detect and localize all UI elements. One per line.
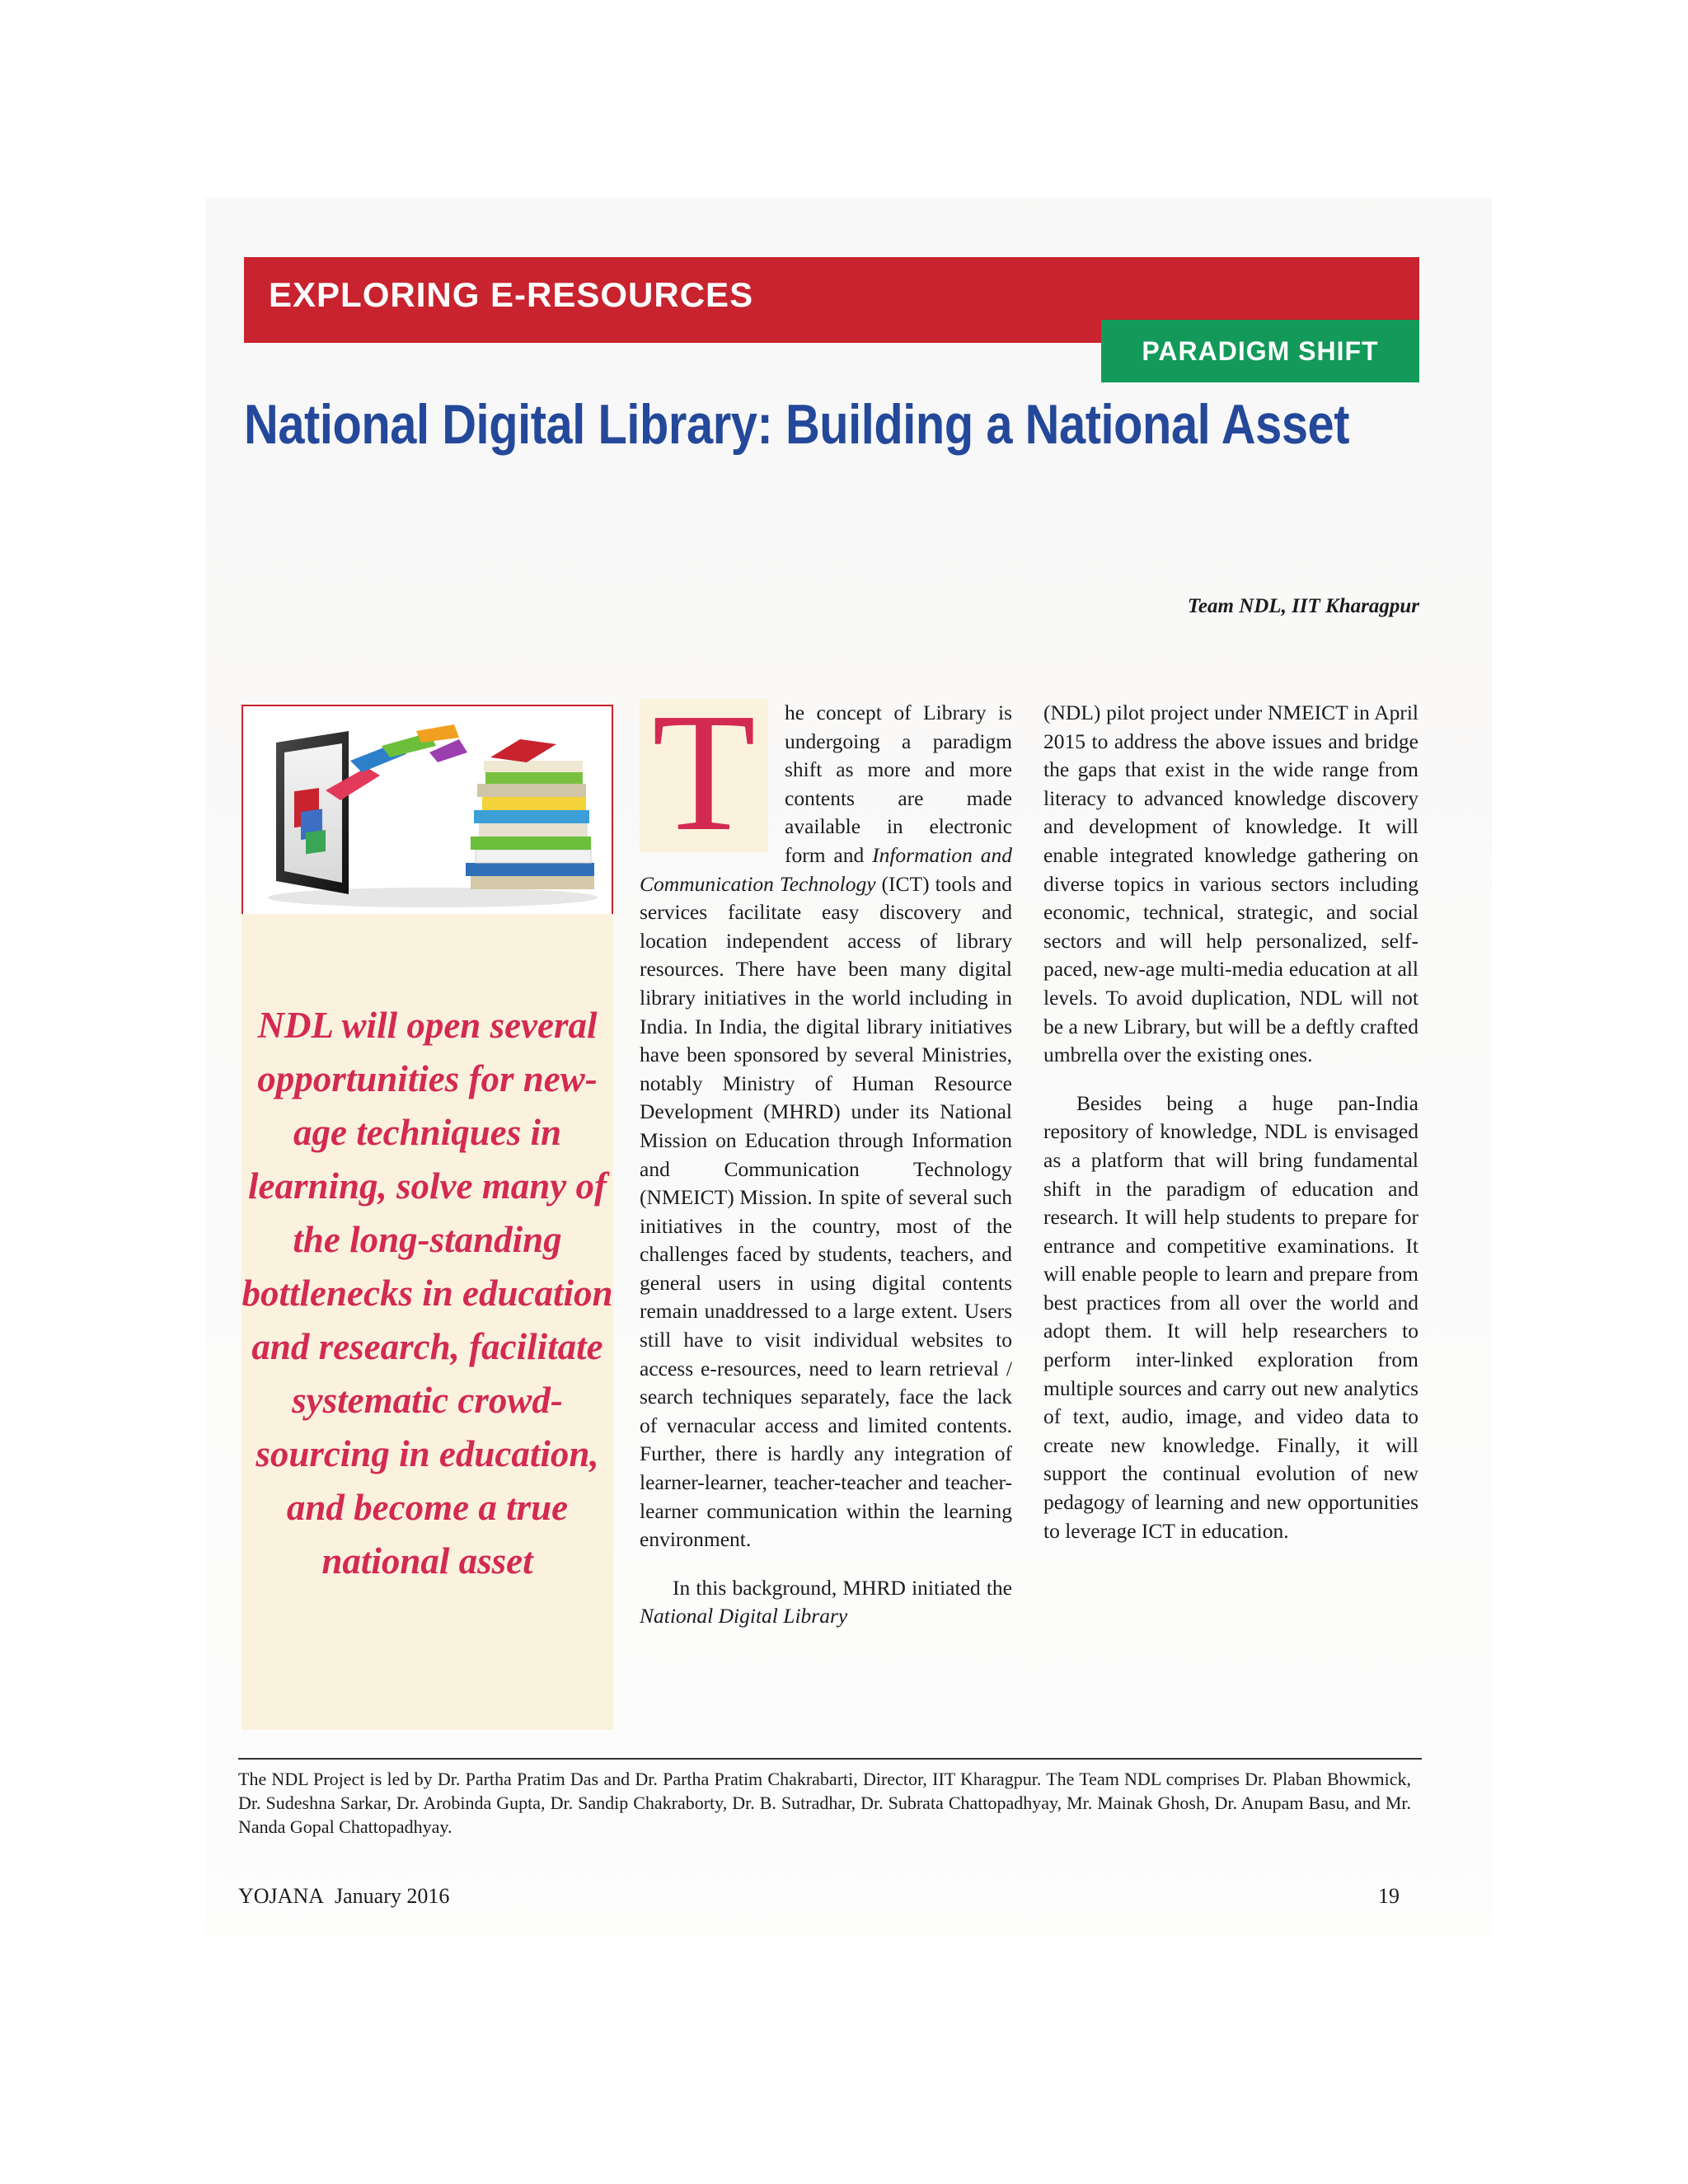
body-paragraph-2-start: In this background, MHRD initiated the: [673, 1575, 1012, 1600]
drop-cap-panel: [640, 677, 768, 866]
body-paragraph-1-italic: Information and Communication Technology: [640, 842, 1013, 896]
body-paragraph-2-italic: National Digital Library: [640, 1604, 848, 1629]
body-paragraph-1-rest: (ICT) tools and services facilitate easy discovery and location independent access of library resources. There have been many digital library initiatives in the world including in India. In India, the digital library initiatives have been sponsored by several Ministries, notably Ministry of Human Resource Development (MHRD) under its National Mission on Education through Information and Communication Technology (NMEICT) Mission. In spite of several such initiatives in the country, most of the challenges faced by students, teachers, and general users in using digital contents remain unaddressed to a large extent. Users still have to visit individual websites to access e-resources, need to learn retrieval / search techniques separately, face the lack of vernacular access and limited contents. Further, there is hardly any integration of learner-learner, teacher-teacher and teacher-learner communication within the learning environment.: [640, 871, 1012, 1552]
page-footer-publication: [238, 1884, 449, 1909]
paradigm-shift-tag: PARADIGM SHIFT: [1101, 320, 1419, 382]
tablet-icon: [276, 731, 349, 894]
body-paragraph-4: Besides being a huge pan-India repository of knowledge, NDL is envisaged as a platform that will bring fundamental shift in the paradigm of education and research. It will help students to prepare for entrance and competitive examinations. It will enable people to learn and prepare from best practices from all over the world and adopt them. It will help researchers to perform inter-linked exploration from multiple sources and carry out new analytics of text, audio, image, and video data to create new knowledge. Finally, it will support the continual evolution of new pedagogy of learning and new opportunities to leverage ICT in education.: [1043, 1090, 1418, 1543]
book-stack-icon: [466, 739, 594, 889]
footnote-divider: [238, 1758, 1422, 1760]
body-paragraph-2: [640, 1574, 1012, 1631]
drop-cap: T: [652, 677, 756, 866]
body-paragraph-3: (NDL) pilot project under NMEICT in April 2015 to address the above issues and bridge the gaps that exist in the wide range from literacy to advanced knowledge discovery and development of knowledge. It will enable integrated knowledge gathering on diverse topics in various sectors including economic, technical, strategic, and social sectors and will help personalized, self-paced, new-age multi-media education at all levels. To avoid duplication, NDL will not be a new Library, but will be a deftly crafted umbrella over the existing ones.: [1043, 701, 1418, 1067]
footnote: The NDL Project is led by Dr. Partha Pratim Das and Dr. Partha Pratim Chakrabarti, Director, IIT Kharagpur. The Team NDL comprises Dr. Plaban Bhowmick, Dr. Sudeshna Sarkar, Dr. Arobinda Gupta, Dr. Sandip Chakraborty, Dr. B. Sutradhar, Dr. Subrata Chattopadhyay, Mr. Mainak Ghosh, Dr. Anupam Basu, and Mr. Nanda Gopal Chattopadhyay.: [238, 1769, 1411, 1837]
article-title: National Digital Library: Building a National Asset: [244, 393, 1350, 456]
pullquote-text: NDL will open several opportunities for new-age techniques in learning, solve many of the long-standing bottlenecks in education and research, facilitate systematic crowd-sourcing in education, and become a true national asset: [241, 1005, 613, 1582]
publication-issue: January 2016: [335, 1884, 450, 1908]
body-column-middle: [640, 677, 1013, 1631]
page-number: 19: [1378, 1884, 1400, 1908]
article-illustration: [241, 705, 613, 916]
body-column-right: [1043, 699, 1418, 1545]
article-byline: Team NDL, IIT Kharagpur: [1187, 595, 1419, 617]
body-paragraph-1-start: he concept of Library is undergoing a paradigm shift as more and more contents are made available in electronic form and: [785, 701, 1012, 867]
tablet-books-illustration: [243, 706, 612, 914]
section-label: EXPLORING E-RESOURCES: [269, 275, 754, 314]
publication-name: YOJANA: [238, 1884, 324, 1908]
